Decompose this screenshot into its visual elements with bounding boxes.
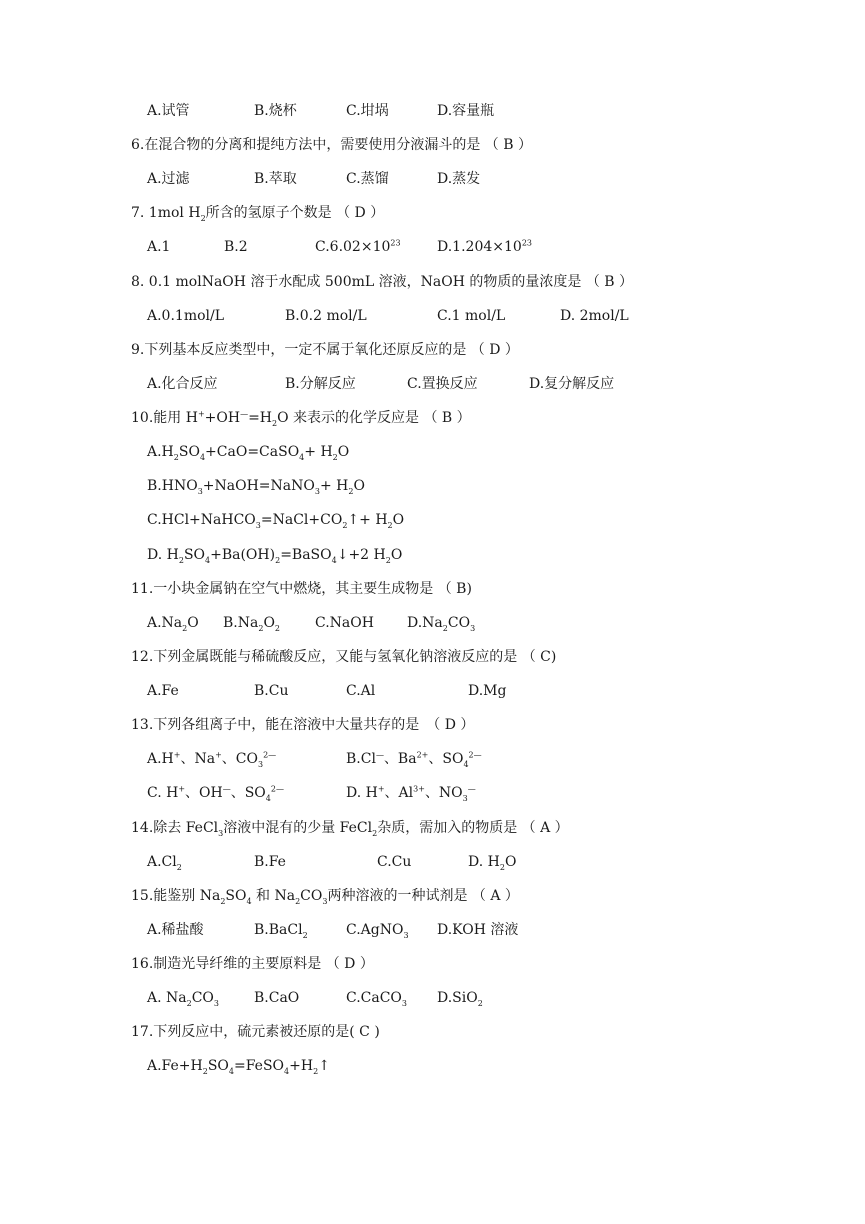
answer-option: D.复分解反应	[529, 376, 615, 392]
answer-option: $A.H_2SO_4+CaO=CaSO_4+ H_2O$	[147, 444, 350, 462]
answer-option: D.容量瓶	[437, 103, 495, 119]
answer-options-row	[0, 748, 865, 770]
answer-option: $B.HNO_3+NaOH=NaNO_3+ H_2O$	[147, 478, 365, 496]
question-text: 6.在混合物的分离和提纯方法中，需要使用分液漏斗的是 （ B ）	[131, 137, 532, 153]
answer-options-row	[0, 305, 865, 327]
question-stem	[0, 817, 865, 839]
question-text: 15.能鉴别 $Na_2SO_4$ 和 $Na_2CO_3$两种溶液的一种试剂是 （ A ）	[131, 888, 519, 906]
answer-option: C.蒸馏	[346, 171, 389, 187]
answer-options-row	[0, 100, 865, 122]
answer-option: C.NaOH	[315, 615, 374, 631]
answer-options-row	[0, 851, 865, 873]
answer-option: $D.Na_2CO_3$	[407, 615, 476, 633]
question-stem	[0, 271, 865, 293]
answer-option: C.Al	[346, 683, 376, 699]
answer-option: A.稀盐酸	[147, 922, 204, 938]
question-stem	[0, 953, 865, 975]
answer-option: A.过滤	[147, 171, 190, 187]
answer-options-row	[0, 612, 865, 634]
question-stem	[0, 202, 865, 224]
answer-option: D. 2mol/L	[560, 308, 629, 324]
answer-option: B.CaO	[254, 990, 300, 1006]
answer-option: B.0.2 mol/L	[285, 308, 367, 324]
answer-option: B.萃取	[254, 171, 297, 187]
answer-options-row	[0, 680, 865, 702]
answer-options-row	[0, 544, 865, 566]
question-text: 14.除去 FeCl$_3$溶液中混有的少量 FeCl$_2$杂质，需加入的物质是 （ A ）	[131, 820, 569, 838]
question-stem	[0, 407, 865, 429]
answer-option: A.化合反应	[147, 376, 218, 392]
answer-option: B.Cu	[254, 683, 289, 699]
answer-option: $C.HCl+NaHCO_3=NaCl+CO_2↑+ H_2O$	[147, 512, 405, 530]
question-text: 11.一小块金属钠在空气中燃烧，其主要生成物是 （ B)	[131, 581, 472, 597]
answer-option: $D.1.204\times 10^{23}$	[437, 238, 532, 255]
question-stem	[0, 339, 865, 361]
answer-option: D. H+、$Al^{3+}$、$NO_3^—$	[346, 784, 476, 803]
answer-option: $A.Na_2O$	[147, 615, 199, 633]
answer-option: A.0.1mol/L	[147, 308, 225, 324]
answer-option: $C.6.02\times 10^{23}$	[315, 238, 401, 255]
question-text: 7. 1mol $H_2$所含的氢原子个数是 （ D ）	[131, 205, 385, 223]
answer-options-row	[0, 1055, 865, 1077]
question-stem	[0, 1021, 865, 1043]
answer-option: B.分解反应	[285, 376, 356, 392]
answer-options-row	[0, 373, 865, 395]
answer-options-row	[0, 509, 865, 531]
answer-option: C.CaCO$_3$	[346, 990, 408, 1008]
answer-option: C.1 mol/L	[437, 308, 506, 324]
answer-option: B.烧杯	[254, 103, 297, 119]
question-stem	[0, 885, 865, 907]
question-text: 8. 0.1 molNaOH 溶于水配成 500mL 溶液，NaOH 的物质的量浓度是 （ B ）	[131, 274, 634, 290]
answer-option: A.1	[147, 239, 171, 255]
answer-option: D. $H_2O$	[468, 854, 517, 872]
answer-option: B.2	[224, 239, 248, 255]
question-text: 17.下列反应中，硫元素被还原的是( C )	[131, 1024, 380, 1040]
question-stem	[0, 646, 865, 668]
answer-options-row	[0, 441, 865, 463]
question-stem	[0, 578, 865, 600]
answer-option: B.Cl—、$Ba^{2+}$、$SO_4^{2—}$	[346, 750, 482, 769]
answer-option: $A.Cl_2$	[147, 854, 182, 872]
answer-option: D.KOH 溶液	[437, 922, 519, 938]
answer-option: $A.Fe+H_2SO_4=FeSO_4+H_2↑$	[147, 1058, 330, 1076]
answer-option: A.试管	[147, 103, 190, 119]
answer-options-row	[0, 168, 865, 190]
answer-options-row	[0, 475, 865, 497]
answer-option: D. $H_2SO_4+Ba(OH)_2=BaSO_4↓+2$ $H_2O$	[147, 547, 403, 565]
question-stem	[0, 134, 865, 156]
answer-option: A. $Na_2CO_3$	[147, 990, 219, 1008]
answer-option: A.Fe	[147, 683, 179, 699]
answer-option: D.蒸发	[437, 171, 481, 187]
question-text: 16.制造光导纤维的主要原料是 （ D ）	[131, 956, 374, 972]
answer-option: D.SiO$_2$	[437, 990, 483, 1008]
answer-options-row	[0, 919, 865, 941]
question-text: 12.下列金属既能与稀硫酸反应，又能与氢氧化钠溶液反应的是 （ C)	[131, 649, 557, 665]
answer-option: B.Fe	[254, 854, 286, 870]
answer-option: C.置换反应	[407, 376, 478, 392]
question-stem	[0, 714, 865, 736]
answer-option: C. H+、OH—、$SO_4^{2—}$	[147, 784, 284, 803]
question-text: 10.能用 $H^++OH^—=H_2O$ 来表示的化学反应是 （ B ）	[131, 409, 471, 428]
answer-option: B.BaCl$_2$	[254, 922, 308, 940]
answer-option: A.H+、Na+、$CO_3^{2—}$	[147, 750, 277, 769]
question-text: 13.下列各组离子中，能在溶液中大量共存的是 （ D ）	[131, 717, 475, 733]
answer-option: C.Cu	[377, 854, 412, 870]
answer-options-row	[0, 987, 865, 1009]
answer-option: $B.Na_2O_2$	[223, 615, 281, 633]
answer-options-row	[0, 782, 865, 804]
answer-option: C.AgNO$_3$	[346, 922, 409, 940]
answer-options-row	[0, 236, 865, 258]
answer-option: D.Mg	[468, 683, 507, 699]
question-text: 9.下列基本反应类型中，一定不属于氧化还原反应的是 （ D ）	[131, 342, 519, 358]
answer-option: C.坩埚	[346, 103, 389, 119]
